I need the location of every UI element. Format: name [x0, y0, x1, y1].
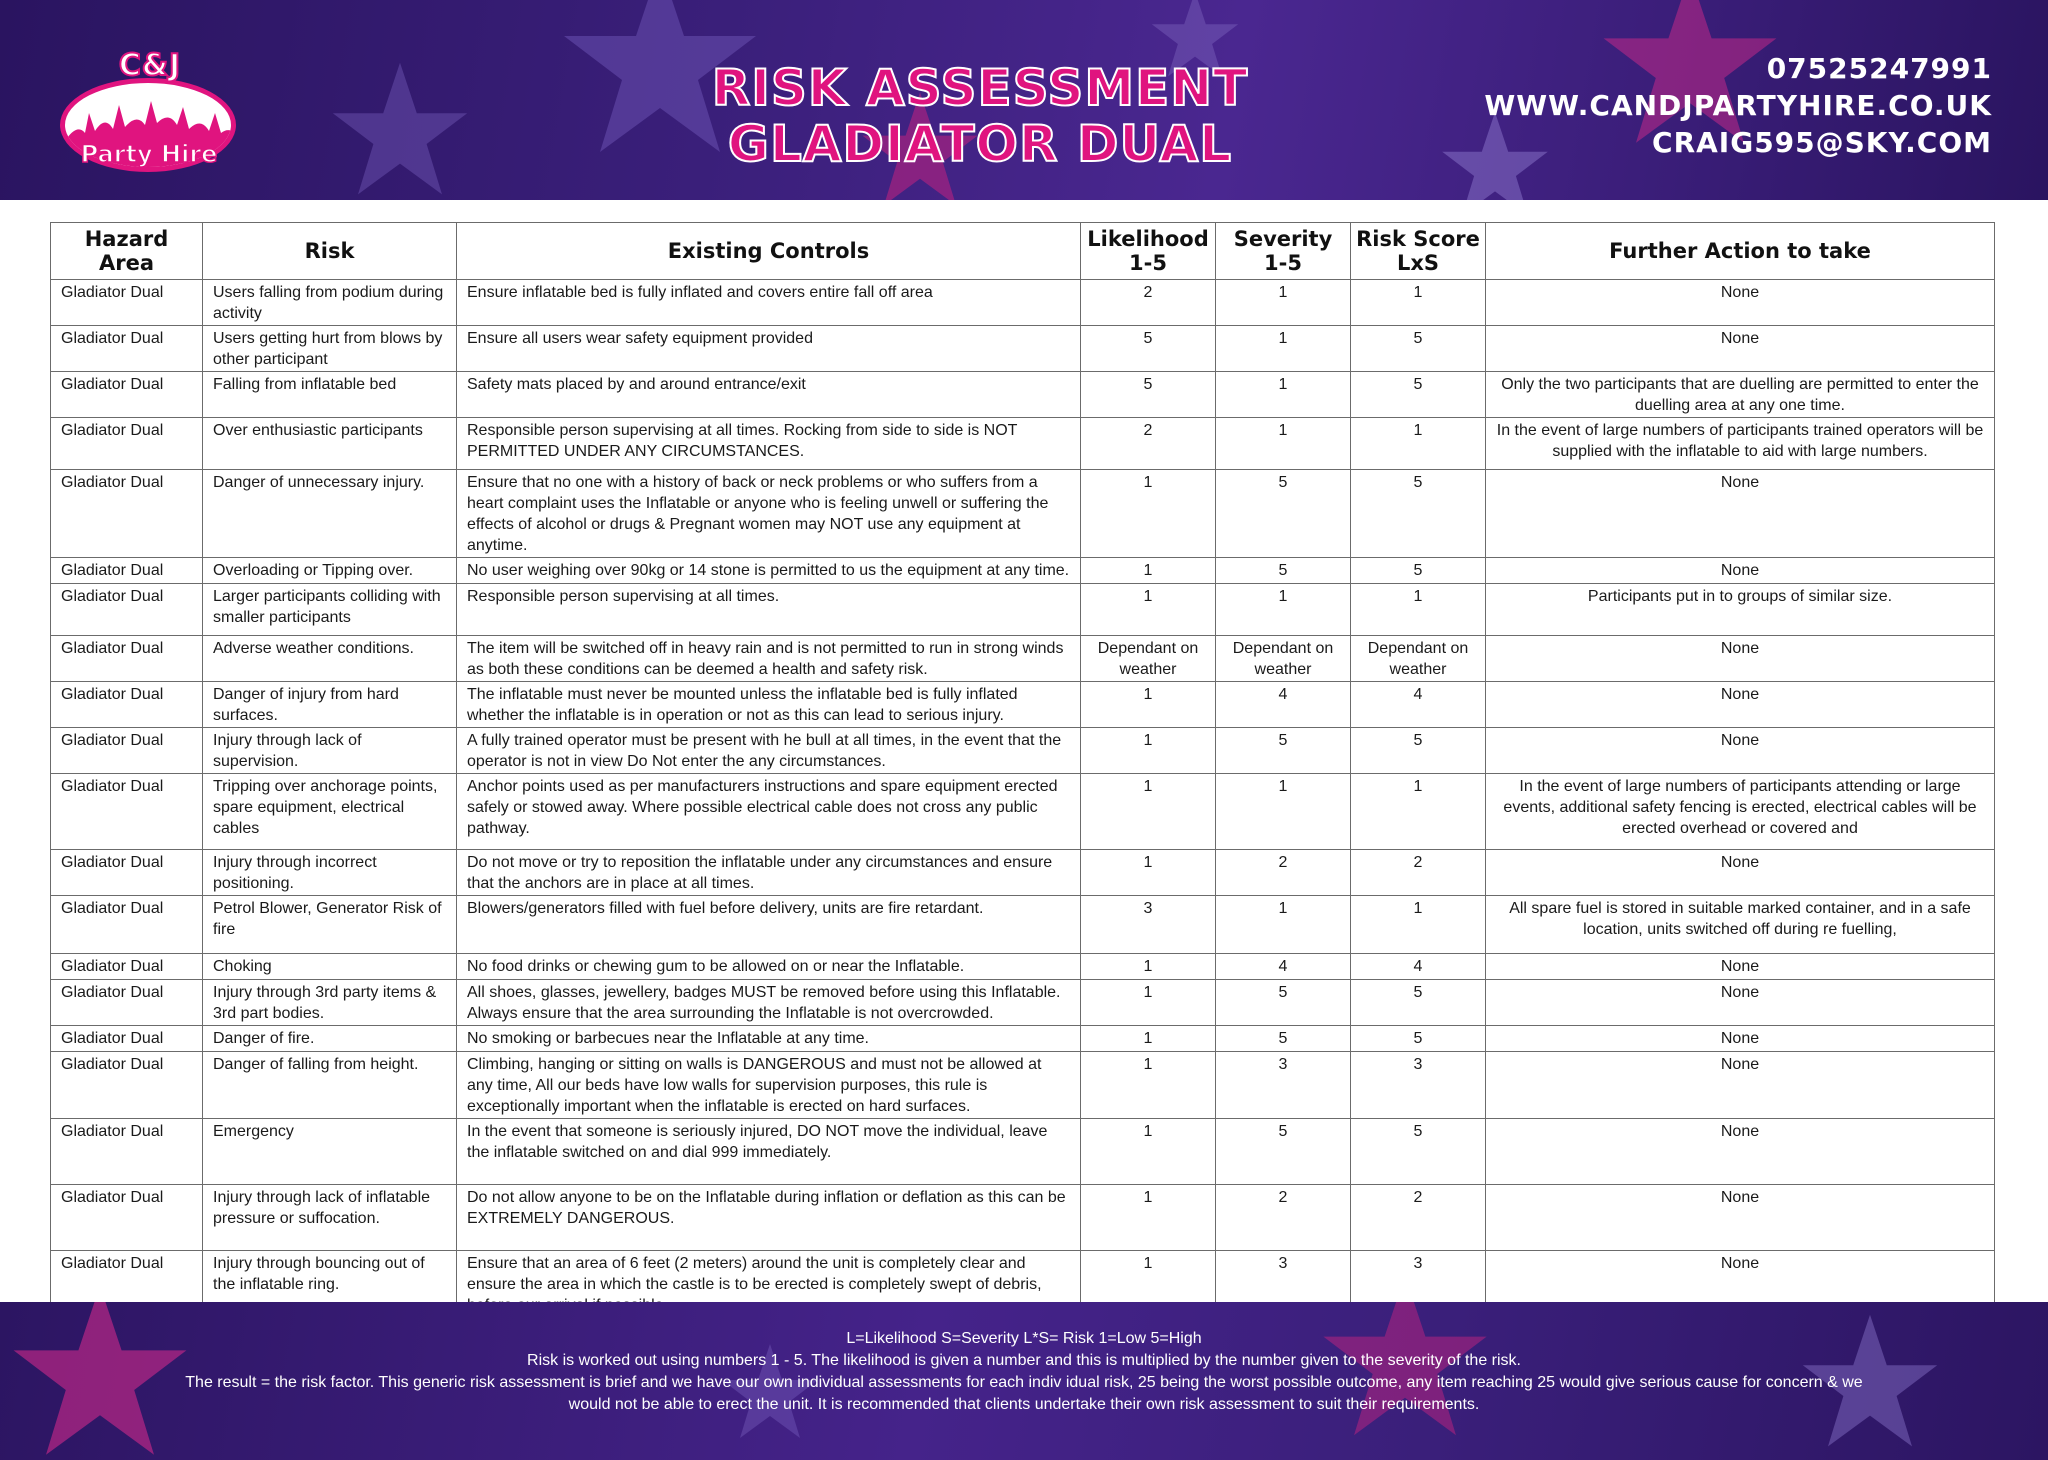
table-body	[51, 280, 1995, 1318]
table-row	[51, 774, 1995, 850]
hazard-area-cell: Gladiator Dual	[51, 774, 203, 850]
severity-cell: 1	[1216, 774, 1351, 850]
likelihood-cell: 1	[1081, 1185, 1216, 1251]
page-title	[700, 60, 1260, 172]
table-row	[51, 418, 1995, 470]
further-action-cell: None	[1486, 1185, 1995, 1251]
existing-controls-cell: Do not allow anyone to be on the Inflatable during inflation or deflation as this can be EXTREMELY DANGEROUS.	[457, 1185, 1081, 1251]
likelihood-cell: 1	[1081, 1251, 1216, 1318]
severity-cell: 5	[1216, 470, 1351, 558]
risk-score-cell: 4	[1351, 954, 1486, 980]
further-action-cell: None	[1486, 954, 1995, 980]
table-row	[51, 980, 1995, 1026]
risk-score-cell: 5	[1351, 728, 1486, 774]
likelihood-cell: 1	[1081, 1119, 1216, 1185]
severity-cell: 1	[1216, 418, 1351, 470]
risk-score-cell: 5	[1351, 470, 1486, 558]
risk-score-cell: 4	[1351, 682, 1486, 728]
existing-controls-cell: Climbing, hanging or sitting on walls is DANGEROUS and must not be allowed at any time, All our beds have low walls for supervision purposes, this rule is exceptionally important when the inflatable is erected on hard surfaces.	[457, 1052, 1081, 1119]
risk-cell: Larger participants colliding with smaller participants	[203, 584, 457, 636]
further-action-cell: None	[1486, 1026, 1995, 1052]
risk-cell: Users falling from podium during activity	[203, 280, 457, 326]
hazard-area-cell: Gladiator Dual	[51, 636, 203, 682]
severity-cell: 1	[1216, 584, 1351, 636]
risk-cell: Overloading or Tipping over.	[203, 558, 457, 584]
further-action-cell: None	[1486, 558, 1995, 584]
existing-controls-cell: Ensure all users wear safety equipment provided	[457, 326, 1081, 372]
risk-cell: Users getting hurt from blows by other participant	[203, 326, 457, 372]
risk-score-cell: Dependant on weather	[1351, 636, 1486, 682]
risk-cell: Injury through lack of inflatable pressure or suffocation.	[203, 1185, 457, 1251]
likelihood-cell: 1	[1081, 558, 1216, 584]
footer-notes	[180, 1328, 1868, 1416]
table-row	[51, 954, 1995, 980]
further-action-cell: None	[1486, 1119, 1995, 1185]
further-action-cell: In the event of large numbers of participants trained operators will be supplied with the inflatable to aid with large numbers.	[1486, 418, 1995, 470]
likelihood-cell: 5	[1081, 326, 1216, 372]
risk-score-cell: 5	[1351, 1119, 1486, 1185]
hazard-area-cell: Gladiator Dual	[51, 850, 203, 896]
existing-controls-cell: Safety mats placed by and around entrance/exit	[457, 372, 1081, 418]
risk-cell: Adverse weather conditions.	[203, 636, 457, 682]
existing-controls-cell: Ensure that no one with a history of back or neck problems or who suffers from a heart complaint uses the Inflatable or anyone who is feeling unwell or suffering the effects of alcohol or drugs & Pregnant women may NOT use any equipment at anytime.	[457, 470, 1081, 558]
risk-cell: Injury through 3rd party items & 3rd part bodies.	[203, 980, 457, 1026]
risk-cell: Injury through lack of supervision.	[203, 728, 457, 774]
table-row	[51, 636, 1995, 682]
existing-controls-cell: No food drinks or chewing gum to be allowed on or near the Inflatable.	[457, 954, 1081, 980]
existing-controls-cell: Blowers/generators filled with fuel before delivery, units are fire retardant.	[457, 896, 1081, 954]
likelihood-cell: 2	[1081, 418, 1216, 470]
further-action-cell: None	[1486, 326, 1995, 372]
risk-score-cell: 5	[1351, 372, 1486, 418]
further-action-cell: Only the two participants that are duelling are permitted to enter the duelling area at any one time.	[1486, 372, 1995, 418]
likelihood-cell: 1	[1081, 682, 1216, 728]
table-row	[51, 1052, 1995, 1119]
risk-score-cell: 5	[1351, 558, 1486, 584]
further-action-cell: Participants put in to groups of similar size.	[1486, 584, 1995, 636]
hazard-area-cell: Gladiator Dual	[51, 1052, 203, 1119]
table-row	[51, 280, 1995, 326]
hazard-area-cell: Gladiator Dual	[51, 980, 203, 1026]
risk-score-cell: 5	[1351, 1026, 1486, 1052]
hazard-area-cell: Gladiator Dual	[51, 418, 203, 470]
hazard-area-cell: Gladiator Dual	[51, 682, 203, 728]
table-row	[51, 558, 1995, 584]
likelihood-cell: 1	[1081, 954, 1216, 980]
hazard-area-cell: Gladiator Dual	[51, 1119, 203, 1185]
header-risk: Risk	[203, 223, 457, 280]
further-action-cell: None	[1486, 1052, 1995, 1119]
further-action-cell: None	[1486, 470, 1995, 558]
risk-cell: Danger of fire.	[203, 1026, 457, 1052]
severity-cell: 3	[1216, 1251, 1351, 1318]
title-line-2: GLADIATOR DUAL	[727, 115, 1233, 173]
severity-cell: 5	[1216, 980, 1351, 1026]
risk-score-cell: 5	[1351, 326, 1486, 372]
risk-score-cell: 1	[1351, 280, 1486, 326]
hazard-area-cell: Gladiator Dual	[51, 1026, 203, 1052]
likelihood-cell: 1	[1081, 470, 1216, 558]
severity-cell: 5	[1216, 558, 1351, 584]
phone-number: 07525247991	[1766, 52, 1992, 85]
existing-controls-cell: The item will be switched off in heavy rain and is not permitted to run in strong winds as both these conditions can be deemed a health and safety risk.	[457, 636, 1081, 682]
further-action-cell: None	[1486, 636, 1995, 682]
header-severity: Severity 1-5	[1216, 223, 1351, 280]
risk-score-cell: 3	[1351, 1052, 1486, 1119]
existing-controls-cell: The inflatable must never be mounted unless the inflatable bed is fully inflated whether the inflatable is in operation or not as this can lead to serious injury.	[457, 682, 1081, 728]
hazard-area-cell: Gladiator Dual	[51, 280, 203, 326]
risk-score-cell: 1	[1351, 896, 1486, 954]
header-hazard-area: Hazard Area	[51, 223, 203, 280]
likelihood-cell: 5	[1081, 372, 1216, 418]
logo-bottom-text: Party Hire	[80, 140, 218, 168]
hazard-area-cell: Gladiator Dual	[51, 1251, 203, 1318]
table-row	[51, 470, 1995, 558]
severity-cell: 4	[1216, 682, 1351, 728]
existing-controls-cell: No user weighing over 90kg or 14 stone is permitted to us the equipment at any time.	[457, 558, 1081, 584]
table-row	[51, 1119, 1995, 1185]
severity-cell: 2	[1216, 1185, 1351, 1251]
risk-score-cell: 3	[1351, 1251, 1486, 1318]
existing-controls-cell: Do not move or try to reposition the inflatable under any circumstances and ensure that the anchors are in place at all times.	[457, 850, 1081, 896]
likelihood-cell: 1	[1081, 1026, 1216, 1052]
legend-line-2: Risk is worked out using numbers 1 - 5. The likelihood is given a number and this is multiplied by the number given to the severity of the risk.	[527, 1352, 1521, 1369]
severity-cell: 1	[1216, 280, 1351, 326]
severity-cell: 1	[1216, 372, 1351, 418]
risk-score-cell: 5	[1351, 980, 1486, 1026]
risk-cell: Danger of falling from height.	[203, 1052, 457, 1119]
risk-cell: Choking	[203, 954, 457, 980]
table-header-row	[51, 223, 1995, 280]
hazard-area-cell: Gladiator Dual	[51, 470, 203, 558]
risk-cell: Falling from inflatable bed	[203, 372, 457, 418]
risk-score-cell: 2	[1351, 1185, 1486, 1251]
hazard-area-cell: Gladiator Dual	[51, 954, 203, 980]
further-action-cell: None	[1486, 1251, 1995, 1318]
existing-controls-cell: All shoes, glasses, jewellery, badges MUST be removed before using this Inflatable. Always ensure that the area surrounding the Inflatable is not overcrowded.	[457, 980, 1081, 1026]
table-row	[51, 728, 1995, 774]
further-action-cell: None	[1486, 682, 1995, 728]
risk-cell: Danger of injury from hard surfaces.	[203, 682, 457, 728]
table-row	[51, 1026, 1995, 1052]
further-action-cell: None	[1486, 280, 1995, 326]
header-banner	[0, 0, 2048, 200]
severity-cell: 5	[1216, 728, 1351, 774]
hazard-area-cell: Gladiator Dual	[51, 584, 203, 636]
star-decoration	[330, 60, 470, 200]
risk-score-cell: 1	[1351, 418, 1486, 470]
header-risk-score: Risk Score LxS	[1351, 223, 1486, 280]
likelihood-cell: 1	[1081, 774, 1216, 850]
table-row	[51, 372, 1995, 418]
likelihood-cell: 3	[1081, 896, 1216, 954]
existing-controls-cell: Responsible person supervising at all times.	[457, 584, 1081, 636]
hazard-area-cell: Gladiator Dual	[51, 728, 203, 774]
existing-controls-cell: Responsible person supervising at all times. Rocking from side to side is NOT PERMITTED UNDER ANY CIRCUMSTANCES.	[457, 418, 1081, 470]
risk-cell: Tripping over anchorage points, spare equipment, electrical cables	[203, 774, 457, 850]
logo-top-text: C&J	[118, 48, 182, 83]
table-row	[51, 850, 1995, 896]
likelihood-cell: Dependant on weather	[1081, 636, 1216, 682]
table-row	[51, 326, 1995, 372]
risk-score-cell: 1	[1351, 584, 1486, 636]
risk-assessment-table	[50, 222, 1995, 1318]
header-likelihood: Likelihood 1-5	[1081, 223, 1216, 280]
likelihood-cell: 1	[1081, 584, 1216, 636]
hazard-area-cell: Gladiator Dual	[51, 896, 203, 954]
header-further-action: Further Action to take	[1486, 223, 1995, 280]
existing-controls-cell: Ensure that an area of 6 feet (2 meters) around the unit is completely clear and ensure the area in which the castle is to be erected is completely swept of debris,	[457, 1251, 1081, 1318]
likelihood-cell: 2	[1081, 280, 1216, 326]
existing-controls-cell: A fully trained operator must be present with he bull at all times, in the event that the operator is not in view Do Not enter the any circumstances.	[457, 728, 1081, 774]
hazard-area-cell: Gladiator Dual	[51, 372, 203, 418]
existing-controls-cell: Ensure inflatable bed is fully inflated and covers entire fall off area	[457, 280, 1081, 326]
further-action-cell: None	[1486, 980, 1995, 1026]
risk-cell: Emergency	[203, 1119, 457, 1185]
severity-cell: Dependant on weather	[1216, 636, 1351, 682]
severity-cell: 5	[1216, 1026, 1351, 1052]
hazard-area-cell: Gladiator Dual	[51, 1185, 203, 1251]
risk-cell: Over enthusiastic participants	[203, 418, 457, 470]
further-action-cell: None	[1486, 728, 1995, 774]
risk-cell: Petrol Blower, Generator Risk of fire	[203, 896, 457, 954]
further-action-cell: All spare fuel is stored in suitable marked container, and in a safe location, units switched off during re fuelling,	[1486, 896, 1995, 954]
severity-cell: 2	[1216, 850, 1351, 896]
likelihood-cell: 1	[1081, 850, 1216, 896]
hazard-area-cell: Gladiator Dual	[51, 558, 203, 584]
severity-cell: 5	[1216, 1119, 1351, 1185]
likelihood-cell: 1	[1081, 1052, 1216, 1119]
further-action-cell: In the event of large numbers of participants attending or large events, additional safety fencing is erected, electrical cables will be erected overhead or covered and	[1486, 774, 1995, 850]
existing-controls-cell: Anchor points used as per manufacturers instructions and spare equipment erected safely or stowed away. Where possible electrical cable does not cross any public pathway.	[457, 774, 1081, 850]
table-row	[51, 682, 1995, 728]
severity-cell: 1	[1216, 896, 1351, 954]
further-action-cell: None	[1486, 850, 1995, 896]
star-decoration	[10, 1302, 190, 1460]
risk-cell: Injury through incorrect positioning.	[203, 850, 457, 896]
legend-line-1: L=Likelihood S=Severity L*S= Risk 1=Low 5=High	[846, 1330, 1202, 1347]
severity-cell: 1	[1216, 326, 1351, 372]
severity-cell: 4	[1216, 954, 1351, 980]
existing-controls-cell: In the event that someone is seriously injured, DO NOT move the individual, leave the inflatable switched on and dial 999 immediately.	[457, 1119, 1081, 1185]
risk-score-cell: 1	[1351, 774, 1486, 850]
table-row	[51, 584, 1995, 636]
contact-info	[1484, 50, 1992, 161]
risk-cell: Danger of unnecessary injury.	[203, 470, 457, 558]
severity-cell: 3	[1216, 1052, 1351, 1119]
title-line-1: RISK ASSESSMENT	[711, 59, 1249, 117]
likelihood-cell: 1	[1081, 728, 1216, 774]
table-row	[51, 1185, 1995, 1251]
likelihood-cell: 1	[1081, 980, 1216, 1026]
email-link[interactable]: CRAIG595@SKY.COM	[1652, 126, 1992, 159]
existing-controls-cell: No smoking or barbecues near the Inflatable at any time.	[457, 1026, 1081, 1052]
website-link[interactable]: WWW.CANDJPARTYHIRE.CO.UK	[1484, 89, 1992, 122]
hazard-area-cell: Gladiator Dual	[51, 326, 203, 372]
legend-line-3: The result = the risk factor. This generic risk assessment is brief and we have our own individual assessments for each indiv idual risk, 25 being the worst possible outcome, any item reaching 25 would give serious cause for concern & we would not be able to erect the unit. It is recommended that clients undertake their own risk assessment to suit their requirements.	[185, 1374, 1863, 1413]
risk-score-cell: 2	[1351, 850, 1486, 896]
table-row	[51, 896, 1995, 954]
company-logo	[58, 50, 240, 176]
risk-cell: Injury through bouncing out of the inflatable ring.	[203, 1251, 457, 1318]
header-existing-controls: Existing Controls	[457, 223, 1081, 280]
